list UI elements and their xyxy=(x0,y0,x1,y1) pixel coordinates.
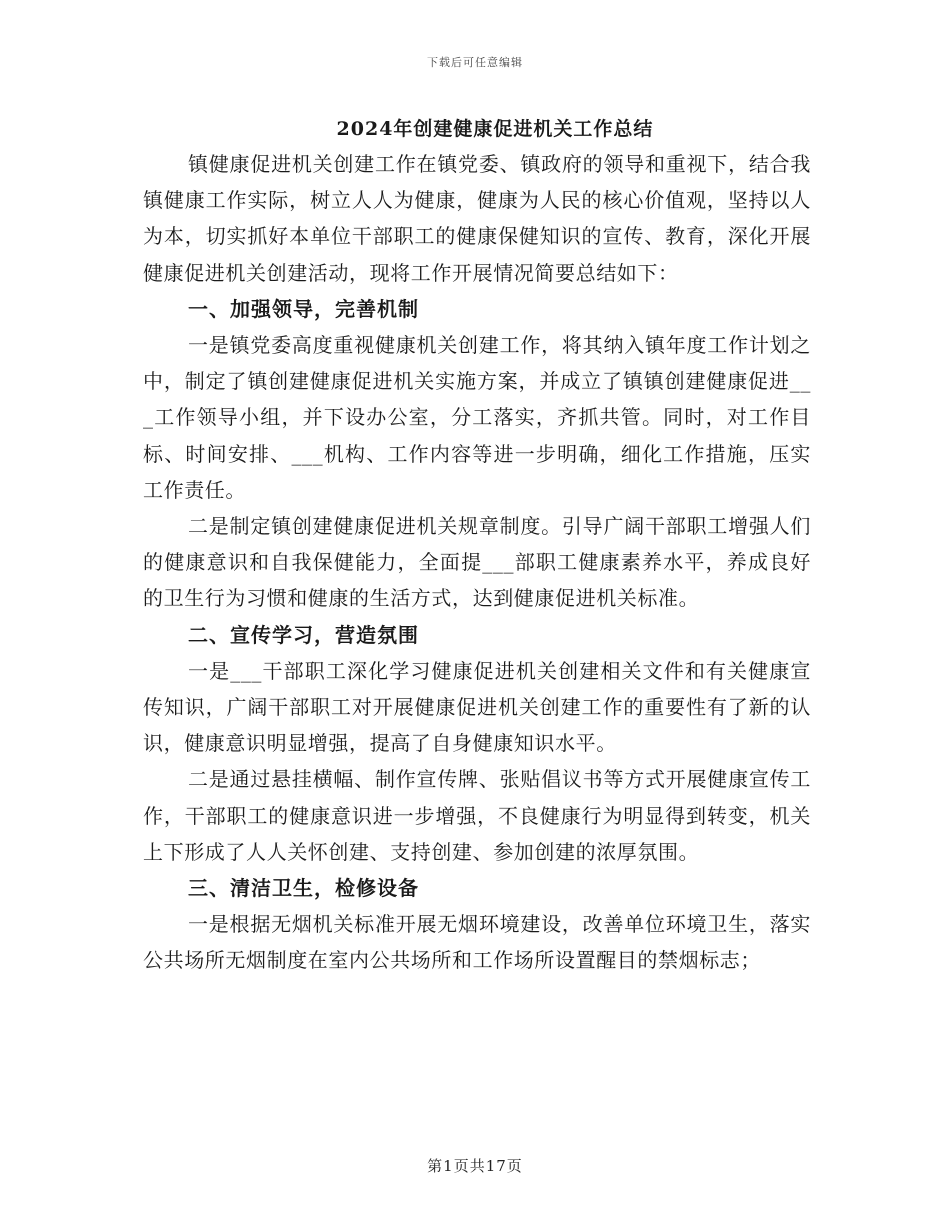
section-paragraph: 一是镇党委高度重视健康机关创建工作，将其纳入镇年度工作计划之中，制定了镇创建健康促进机关实施方案，并成立了镇镇创建健康促进___工作领导小组，并下设办公室，分工落实，齐抓共管。同时，对工作目标、时间安排、___机构、工作内容等进一步明确，细化工作措施，压实工作责任。 xyxy=(143,333,811,502)
section-paragraph: 二是制定镇创建健康促进机关规章制度。引导广阔干部职工增强人们的健康意识和自我保健能力，全面提___部职工健康素养水平，养成良好的卫生行为习惯和健康的生活方式，达到健康促进机关标准。 xyxy=(143,514,811,611)
header-note: 下载后可任意编辑 xyxy=(427,56,523,69)
page-number: 第1页共17页 xyxy=(427,1157,523,1175)
section-heading: 一、加强领导，完善机制 xyxy=(188,296,419,321)
intro-paragraph: 镇健康促进机关创建工作在镇党委、镇政府的领导和重视下，结合我镇健康工作实际，树立人人为健康，健康为人民的核心价值观，坚持以人为本，切实抓好本单位干部职工的健康保健知识的宣传、教育，深化开展健康促进机关创建活动，现将工作开展情况简要总结如下： xyxy=(143,152,811,285)
section-heading: 二、宣传学习，营造氛围 xyxy=(188,622,419,647)
section-paragraph: 一是___干部职工深化学习健康促进机关创建相关文件和有关健康宣传知识，广阔干部职工对开展健康促进机关创建工作的重要性有了新的认识，健康意识明显增强，提高了自身健康知识水平。 xyxy=(143,658,811,756)
section-2 xyxy=(143,617,811,870)
section-1 xyxy=(143,291,811,617)
section-paragraph: 二是通过悬挂横幅、制作宣传牌、张贴倡议书等方式开展健康宣传工作，干部职工的健康意识进一步增强，不良健康行为明显得到转变，机关上下形成了人人关怀创建、支持创建、参加创建的浓厚氛围。 xyxy=(143,767,811,864)
document-title: 2024年创建健康促进机关工作总结 xyxy=(336,118,654,140)
section-heading: 三、清洁卫生，检修设备 xyxy=(188,876,419,901)
document-body xyxy=(143,146,811,979)
section-paragraph: 一是根据无烟机关标准开展无烟环境建设，改善单位环境卫生，落实公共场所无烟制度在室内公共场所和工作场所设置醒目的禁烟标志； xyxy=(143,912,811,973)
section-3 xyxy=(143,870,811,979)
